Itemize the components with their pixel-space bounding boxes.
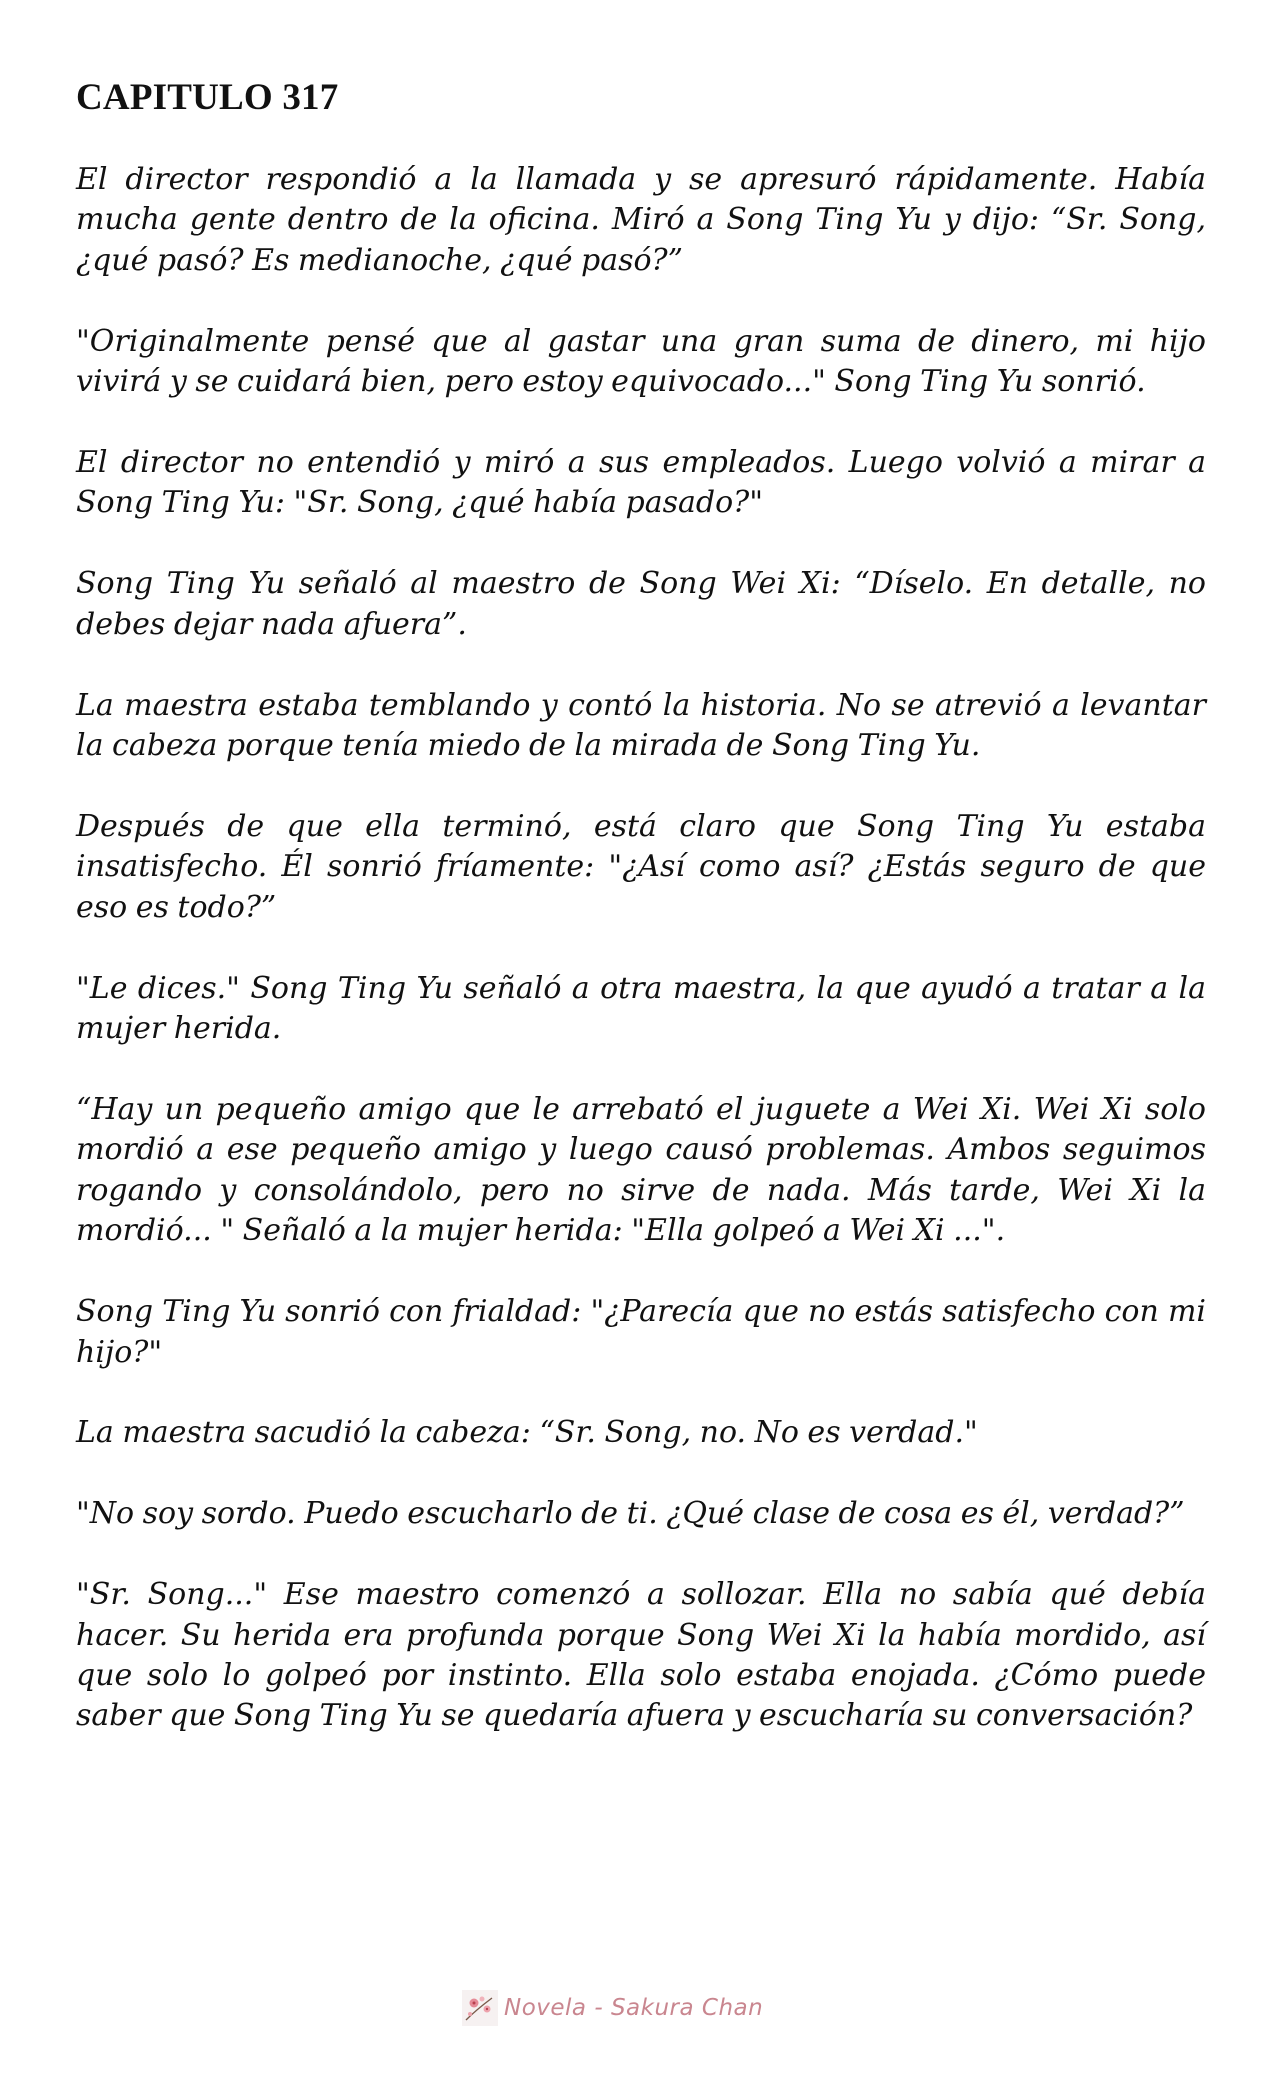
paragraph: "Sr. Song..." Ese maestro comenzó a sollozar. Ella no sabía qué debía hacer. Su herida era profunda porque Song Wei Xi la había mordido, así que solo lo golpeó por instinto. Ella solo estaba enojada. ¿Cómo puede saber que Song Ting Yu se quedaría afuera y escucharía su conversación? [76,1577,1206,1734]
paragraph: La maestra estaba temblando y contó la historia. No se atrevió a levantar la cabeza porque tenía miedo de la mirada de Song Ting Yu. [76,687,1206,764]
paragraph: Song Ting Yu sonrió con frialdad: "¿Parecía que no estás satisfecho con mi hijo?" [76,1294,1206,1370]
footer-watermark [462,1988,763,2028]
paragraph: La maestra sacudió la cabeza: “Sr. Song, no. No es verdad." [76,1415,978,1451]
paragraph: Song Ting Yu señaló al maestro de Song Wei Xi: “Díselo. En detalle, no debes dejar nada afuera”. [76,566,1206,642]
paragraph: "Originalmente pensé que al gastar una gran suma de dinero, mi hijo vivirá y se cuidará bien, pero estoy equivocado..." Song Ting Yu sonrió. [76,323,1206,400]
paragraph: El director no entendió y miró a sus empleados. Luego volvió a mirar a Song Ting Yu: "Sr. Song, ¿qué había pasado?" [76,445,1206,521]
paragraph: "Le dices." Song Ting Yu señaló a otra maestra, la que ayudó a tratar a la mujer herida. [76,970,1206,1047]
sakura-flower-icon [462,1990,498,2026]
paragraph: "No soy sordo. Puedo escucharlo de ti. ¿Qué clase de cosa es él, verdad?” [76,1496,1185,1532]
paragraph: El director respondió a la llamada y se apresuró rápidamente. Había mucha gente dentro de la oficina. Miró a Song Ting Yu y dijo: “Sr. Song, ¿qué pasó? Es medianoche, ¿qué pasó?” [76,162,1206,278]
paragraph: Después de que ella terminó, está claro que Song Ting Yu estaba insatisfecho. Él sonrió fríamente: "¿Así como así? ¿Estás seguro de que eso es todo?” [76,808,1206,925]
chapter-body [76,160,1206,1777]
watermark-text: Novela - Sakura Chan [504,1995,764,2021]
chapter-title: CAPITULO 317 [76,77,339,118]
paragraph: “Hay un pequeño amigo que le arrebató el juguete a Wei Xi. Wei Xi solo mordió a ese pequeño amigo y luego causó problemas. Ambos seguimos rogando y consolándolo, pero no sirve de nada. Más tarde, Wei Xi la mordió... " Señaló a la mujer herida: "Ella golpeó a Wei Xi ...". [76,1092,1206,1249]
